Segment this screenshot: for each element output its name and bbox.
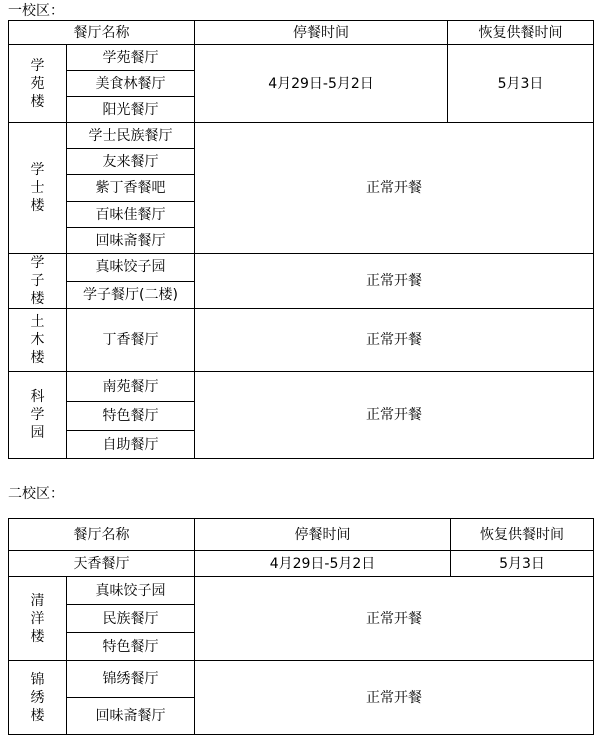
building-cell — [9, 309, 67, 372]
building-name: 土木楼 — [30, 314, 45, 366]
table-row — [9, 123, 594, 149]
restaurant-cell: 学苑餐厅 — [67, 45, 195, 71]
header-restaurant-name: 餐厅名称 — [9, 519, 195, 551]
closed-time-cell: 4月29日-5月2日 — [195, 45, 448, 123]
table-row — [9, 45, 594, 71]
restaurant-cell: 学士民族餐厅 — [67, 123, 195, 149]
campus1-heading: 一校区： — [8, 3, 64, 19]
status-cell: 正常开餐 — [195, 309, 594, 372]
building-cell — [9, 661, 67, 735]
table-row — [9, 372, 594, 402]
building-name: 学苑楼 — [30, 57, 45, 110]
campus2-table — [8, 518, 594, 735]
restaurant-cell: 锦绣餐厅 — [67, 661, 195, 698]
table-header-row — [9, 21, 594, 45]
restaurant-cell: 美食林餐厅 — [67, 71, 195, 97]
restaurant-cell: 学子餐厅(二楼) — [67, 281, 195, 309]
building-name: 学子楼 — [30, 255, 45, 307]
header-resume-time: 恢复供餐时间 — [451, 519, 594, 551]
building-name: 锦绣楼 — [30, 671, 45, 724]
closed-time-cell: 4月29日-5月2日 — [195, 551, 451, 577]
status-cell: 正常开餐 — [195, 577, 594, 661]
campus2-heading: 二校区： — [8, 486, 64, 502]
status-cell: 正常开餐 — [195, 254, 594, 309]
header-closed-time: 停餐时间 — [195, 519, 451, 551]
building-name: 清洋楼 — [30, 592, 45, 645]
restaurant-cell: 丁香餐厅 — [67, 309, 195, 372]
restaurant-cell: 真味饺子园 — [67, 254, 195, 282]
status-cell: 正常开餐 — [195, 661, 594, 735]
restaurant-cell: 天香餐厅 — [9, 551, 195, 577]
building-cell — [9, 45, 67, 123]
restaurant-cell: 特色餐厅 — [67, 402, 195, 431]
restaurant-cell: 阳光餐厅 — [67, 97, 195, 123]
building-cell — [9, 577, 67, 661]
building-name: 科学园 — [30, 389, 45, 441]
status-cell: 正常开餐 — [195, 372, 594, 459]
building-cell — [9, 123, 67, 254]
restaurant-cell: 回味斋餐厅 — [67, 228, 195, 254]
restaurant-cell: 南苑餐厅 — [67, 372, 195, 402]
campus1-table — [8, 20, 594, 459]
building-cell — [9, 372, 67, 459]
table-header-row — [9, 519, 594, 551]
restaurant-cell: 特色餐厅 — [67, 633, 195, 661]
table-row — [9, 661, 594, 698]
resume-time-cell: 5月3日 — [451, 551, 594, 577]
header-resume-time: 恢复供餐时间 — [448, 21, 594, 45]
table-row — [9, 577, 594, 605]
restaurant-cell: 回味斋餐厅 — [67, 698, 195, 735]
table-row — [9, 254, 594, 282]
building-cell — [9, 254, 67, 309]
restaurant-cell: 紫丁香餐吧 — [67, 175, 195, 202]
restaurant-cell: 自助餐厅 — [67, 431, 195, 459]
restaurant-cell: 真味饺子园 — [67, 577, 195, 605]
restaurant-cell: 百味佳餐厅 — [67, 202, 195, 228]
status-cell: 正常开餐 — [195, 123, 594, 254]
header-restaurant-name: 餐厅名称 — [9, 21, 195, 45]
table-row — [9, 309, 594, 372]
header-closed-time: 停餐时间 — [195, 21, 448, 45]
building-name: 学士楼 — [30, 162, 45, 214]
resume-time-cell: 5月3日 — [448, 45, 594, 123]
restaurant-cell: 民族餐厅 — [67, 605, 195, 633]
restaurant-cell: 友来餐厅 — [67, 149, 195, 175]
table-row — [9, 551, 594, 577]
